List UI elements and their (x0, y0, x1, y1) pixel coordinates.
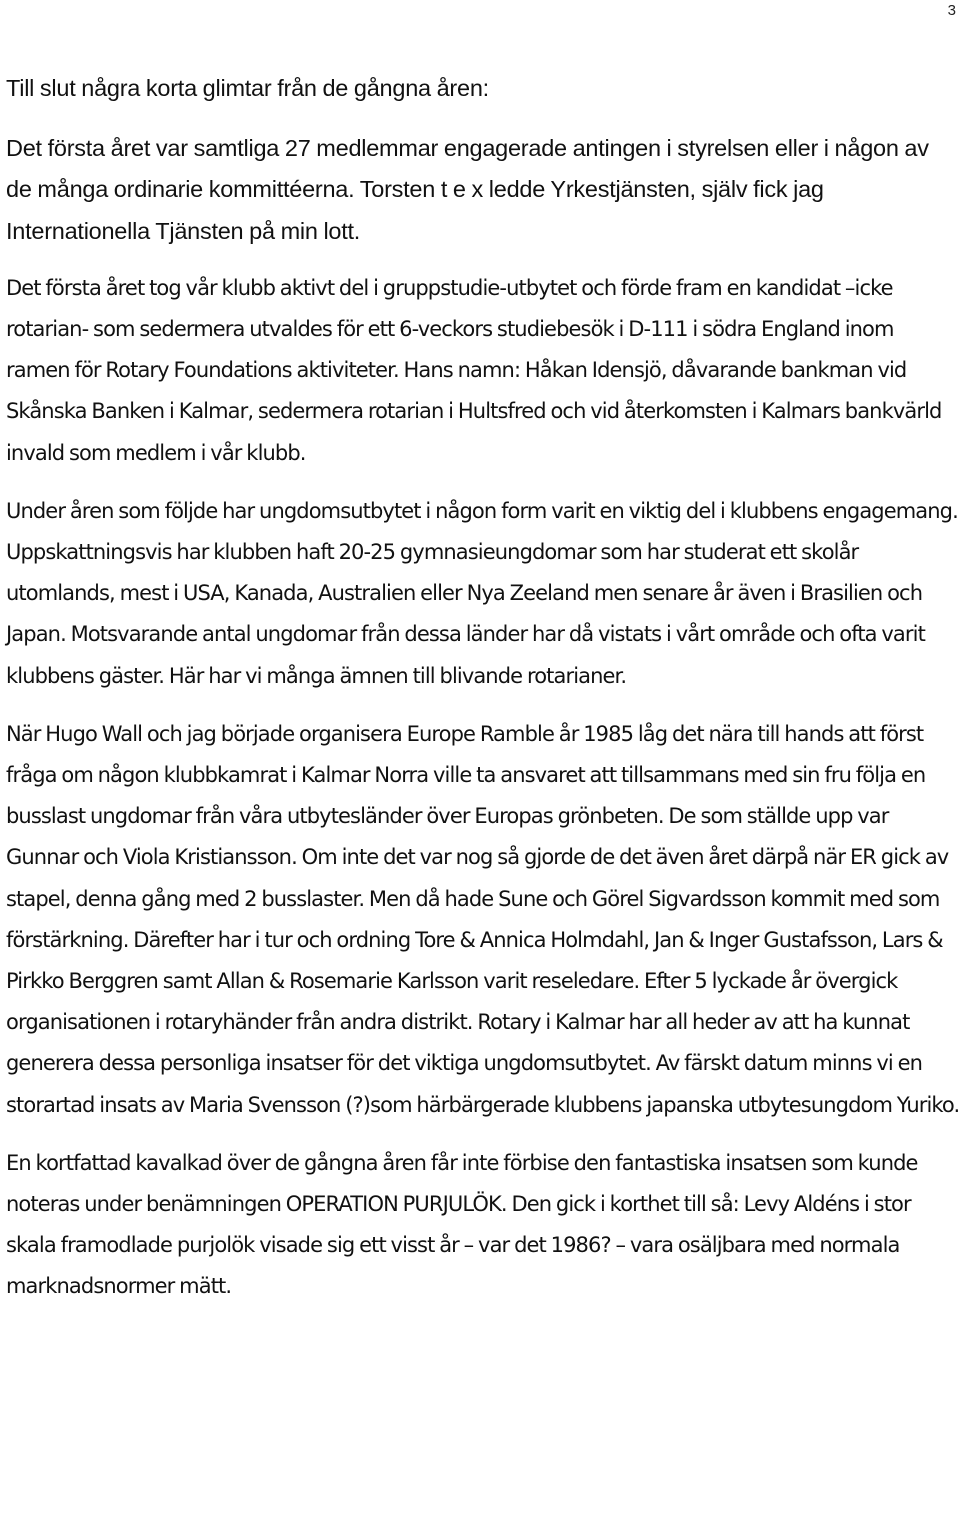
intro-heading-paragraph: Till slut några korta glimtar från de gångna åren: (6, 75, 489, 101)
group-study-exchange-paragraph: Det första året tog vår klubb aktivt del i gruppstudie-utbytet och förde fram en kandidat –icke rotarian- som sedermera utvaldes för ett 6-veckors studiebesök i D-111 i södra England inom ramen för Rotary Foundations aktiviteter. Hans namn: Håkan Idensjö, dåvarande bankman vid Skånska Banken i Kalmar, sedermera rotarian i Hultsfred och vid återkomsten i Kalmars bankvärld invald som medlem i vår klubb. (6, 275, 942, 465)
document-body (6, 68, 960, 1308)
first-year-members-paragraph: Det första året var samtliga 27 medlemmar engagerade antingen i styrelsen eller i någon av de många ordinarie kommittéerna. Torsten t e x ledde Yrkestjänsten, själv fick jag Internationella Tjänsten på min lott. (6, 135, 929, 244)
europe-ramble-paragraph: När Hugo Wall och jag började organisera Europe Ramble år 1985 låg det nära till hands att först fråga om någon klubbkamrat i Kalmar Norra ville ta ansvaret att tillsammans med sin fru följa en busslast ungdomar från våra utbytesländer över Europas grönbeten. De som ställde upp var Gunnar och Viola Kristiansson. Om inte det var nog så gjorde de det även året därpå när ER gick av stapel, denna gång med 2 busslaster. Men då hade Sune och Görel Sigvardsson kommit med som förstärkning. Därefter har i tur och ordning Tore & Annica Holmdahl, Jan & Inger Gustafsson, Lars & Pirkko Berggren samt Allan & Rosemarie Karlsson varit reseledare. Efter 5 lyckade år övergick organisationen i rotaryhänder från andra distrikt. Rotary i Kalmar har all heder av att ha kunnat generera dessa personliga insatser för det viktiga ungdomsutbytet. Av färskt datum minns vi en storartad insats av Maria Svensson (?)som härbärgerade klubbens japanska utbytesungdom Yuriko. (6, 721, 960, 1117)
youth-exchange-paragraph: Under åren som följde har ungdomsutbytet i någon form varit en viktig del i klubbens engagemang. Uppskattningsvis har klubben haft 20-25 gymnasieungdomar som har studerat ett skolår utomlands, mest i USA, Kanada, Australien eller Nya Zeeland men senare år även i Brasilien och Japan. Motsvarande antal ungdomar från dessa länder har då vistats i vårt område och ofta varit klubbens gäster. Här har vi många ämnen till blivande rotarianer. (6, 498, 958, 688)
page-number: 3 (947, 2, 956, 19)
operation-purjulok-paragraph: En kortfattad kavalkad över de gångna åren får inte förbise den fantastiska insatsen som kunde noteras under benämningen OPERATION PURJULÖK. Den gick i korthet till så: Levy Aldéns i stor skala framodlade purjolök visade sig ett visst år – var det 1986? – vara osäljbara med normala marknadsnormer mätt. (6, 1150, 918, 1299)
